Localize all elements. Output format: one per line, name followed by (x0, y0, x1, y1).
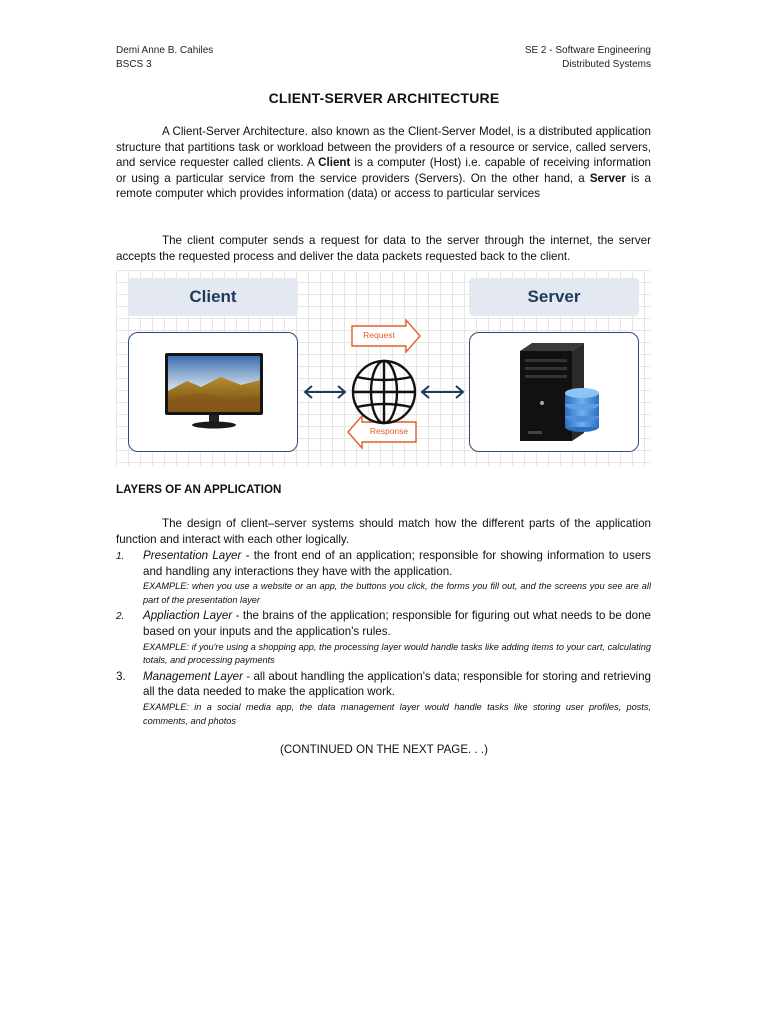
intro-text-1: A Client-Server Architecture. also known as the Client-Server Model, is a distributed application structure that partitions task or workload between the providers of a resource or service, called servers, and service requester called clients. A (116, 125, 651, 170)
layer-name: Presentation Layer (143, 549, 242, 562)
response-label: Response (369, 426, 409, 436)
author-name: Demi Anne B. Cahiles (116, 45, 214, 56)
request-paragraph (116, 233, 651, 264)
server-label: Server (469, 278, 639, 316)
layers-list (116, 548, 651, 728)
course-name: SE 2 - Software Engineering (524, 45, 651, 56)
right-double-arrow-icon (422, 386, 463, 398)
header-right (525, 44, 651, 72)
intro-paragraph (116, 124, 651, 202)
intro-text-3: is a remote computer which provides information (data) or access to particular services (116, 171, 652, 201)
layer-description: - all about handling the application's data; responsible for storing and retrieving all the data needed to make the application work. (143, 669, 651, 699)
list-number: 2. (116, 611, 125, 623)
header-left (116, 44, 213, 72)
request-text: The client computer sends a request for data to the server through the internet, the server accepts the requested process and deliver the data packets requested back to the client. (116, 234, 651, 263)
layer-name: Management Layer (143, 669, 243, 683)
layer-example: EXAMPLE: in a social media app, the data management layer would handle tasks like storing user profiles, posts, comments, and photos (143, 701, 651, 726)
request-label: Request (363, 330, 395, 340)
server-term: Server (589, 171, 626, 185)
layer-example: EXAMPLE: when you use a website or an app, the buttons you click, the forms you fill out, and the screens you see are all part of the presentation layer (143, 581, 651, 605)
year-level: BSCS 3 (116, 59, 152, 70)
client-server-diagram (116, 270, 651, 466)
list-item (116, 669, 651, 728)
page-title: CLIENT-SERVER ARCHITECTURE (268, 90, 500, 106)
client-term: Client (318, 156, 351, 170)
globe-icon (353, 361, 415, 423)
layer-description: - the front end of an application; responsible for showing information to users and handling any interactions they have with the application. (143, 549, 651, 578)
layers-intro-paragraph (116, 516, 651, 547)
layers-intro-text: The design of client–server systems should match how the different parts of the application function and interact with each other logically. (116, 517, 651, 546)
subject-name: Distributed Systems (562, 59, 651, 70)
list-number: 3. (116, 669, 126, 683)
intro-text-2: is a computer (Host) i.e. capable of receiving information or using a particular service from the service providers (Servers). On the other hand, a (116, 156, 651, 185)
layer-name: Appliaction Layer (143, 609, 233, 623)
continued-note: (CONTINUED ON THE NEXT PAGE. . .) (279, 743, 489, 756)
layer-example: EXAMPLE: if you're using a shopping app, the processing layer would handle tasks like adding items to your cart, calculating totals, and processing payments (143, 641, 651, 666)
layers-heading: LAYERS OF AN APPLICATION (116, 483, 282, 496)
client-label: Client (128, 278, 298, 316)
left-double-arrow-icon (305, 386, 345, 398)
network-arrows (116, 270, 651, 466)
list-number: 1. (116, 551, 125, 562)
list-item (116, 548, 651, 607)
layer-description: - the brains of the application; responsible for figuring out what needs to be done based on your inputs and the application's rules. (143, 609, 651, 638)
list-item (116, 608, 651, 667)
